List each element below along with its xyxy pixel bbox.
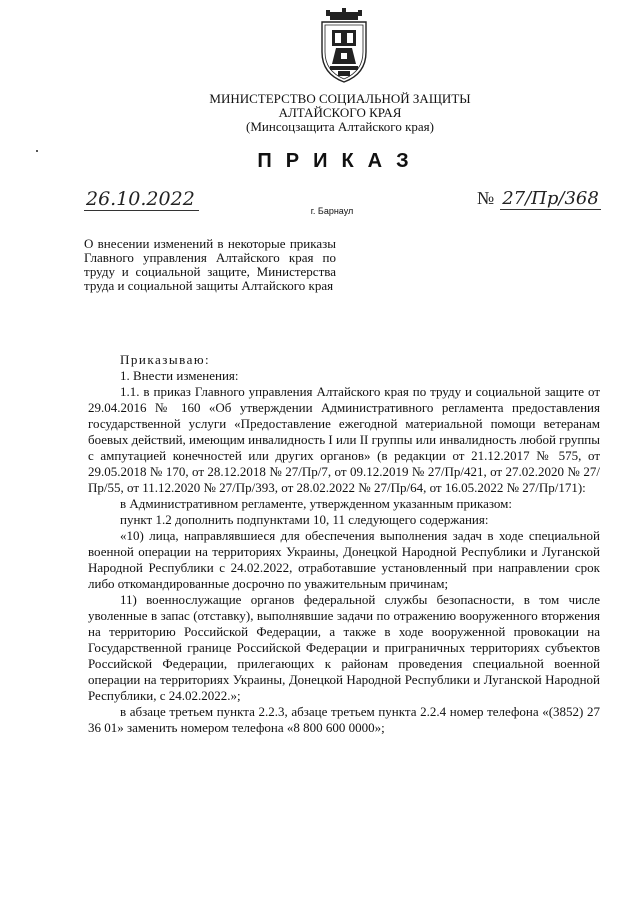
- number-sign: №: [477, 188, 495, 208]
- margin-mark: [36, 150, 38, 152]
- body-paragraph-order: Приказываю:: [120, 352, 211, 367]
- coat-of-arms-icon: [312, 8, 376, 86]
- ministry-name-line2: АЛТАЙСКОГО КРАЯ: [278, 105, 402, 120]
- ministry-name-line1: МИНИСТЕРСТВО СОЦИАЛЬНОЙ ЗАЩИТЫ: [209, 91, 471, 106]
- body-paragraph-item-1-2: пункт 1.2 дополнить подпунктами 10, 11 следующего содержания:: [120, 512, 489, 527]
- body-paragraph-subitem-11: 11) военнослужащие органов федеральной службы безопасности, в том числе уволенные в запас (отставку), выполнявшие задачи по отражению вооруженного вторжения на территорию Российской Федерации, а также в ходе вооруженной провокации на Государственной границе Российской Федерации и приграничных территориях субъектов Российской Федерации, прилегающих к районам проведения специальной военной операции на территориях Украины, Донецкой Народной Республики и Луганской Народной Республики, с 24.02.2022.»;: [88, 592, 600, 703]
- body-paragraph-phone: в абзаце третьем пункта 2.2.3, абзаце третьем пункта 2.2.4 номер телефона «(3852) 27 36 01» заменить номером телефона «8 800 600 0000»;: [88, 704, 600, 735]
- document-type-title: ПРИКАЗ: [257, 150, 423, 172]
- ministry-short-name: (Минсоцзащита Алтайского края): [246, 119, 434, 134]
- number-value: 27/Пр/368: [502, 188, 599, 209]
- document-city: г. Барнаул: [310, 206, 354, 216]
- ministry-header: [180, 92, 500, 134]
- body-paragraph-subitem-10: «10) лица, направлявшиеся для обеспечения выполнения задач в ходе специальной военной операции на территориях Украины, Донецкой Народной Республики и Луганской Народной Республики с 24.02.2022, отработавшие установленный при направлении срок либо откомандированные досрочно по уважительным причинам;: [88, 528, 600, 591]
- document-date: 26.10.2022: [84, 188, 199, 211]
- body-paragraph-regulation: в Административном регламенте, утвержденном указанным приказом:: [120, 496, 512, 511]
- document-subject: О внесении изменений в некоторые приказы Главного управления Алтайского края по труду и социальной защите, Министерства труда и социальной защиты Алтайского края: [84, 236, 336, 293]
- body-paragraph-1-1: 1.1. в приказ Главного управления Алтайского края по труду и социальной защите от 29.04.2016 № 160 «Об утверждении Административного регламента предоставления государственной услуги «Предоставление ежегодной материальной помощи ветеранам боевых действий, имеющим инвалидность I или II группы или инвалидность любой группы с ампутацией конечностей или других органов» (в редакции от 21.12.2017 № 575, от 29.05.2018 № 170, от 28.12.2018 № 27/Пр/7, от 09.12.2019 № 27/Пр/421, от 27.02.2020 № 27/Пр/55, от 11.12.2020 № 27/Пр/393, от 28.02.2022 № 27/Пр/64, от 16.05.2022 № 27/Пр/171):: [88, 384, 600, 495]
- document-body: [88, 352, 600, 736]
- body-paragraph-1: 1. Внести изменения:: [120, 368, 239, 383]
